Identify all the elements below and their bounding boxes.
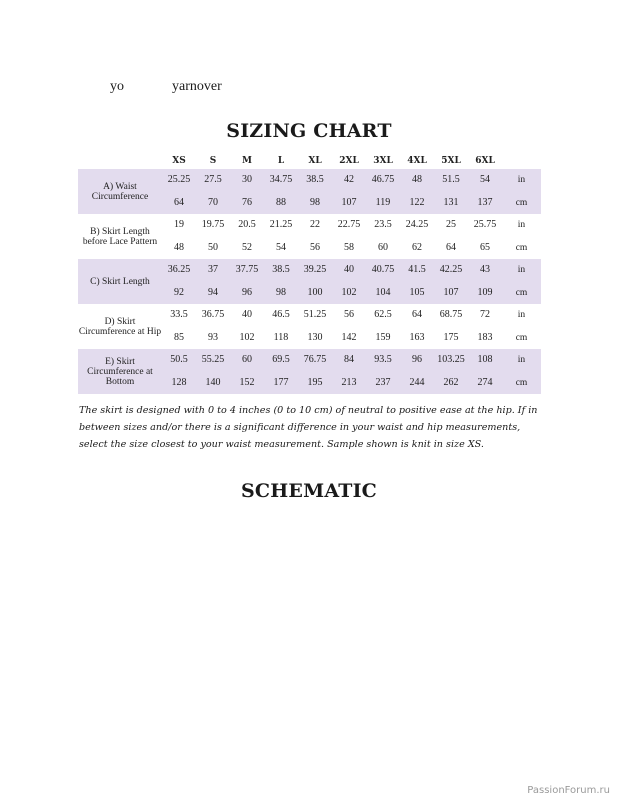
measurement-value: 72 [480,309,490,321]
measurement-value: 40 [332,259,366,282]
unit-label: cm [502,282,541,305]
measurement-value: 163 [409,331,425,343]
measurement-row-in [78,304,541,327]
size-header-row [78,152,541,169]
measurement-value: 30 [230,169,264,192]
measurement-value: 54 [468,169,502,192]
size-header: XL [308,155,322,166]
schematic-title: SCHEMATIC [241,480,377,502]
measurement-value: 38.5 [264,259,298,282]
measurement-value: 262 [434,372,468,395]
size-header: XS [172,155,186,166]
measurement-value: 69.5 [264,349,298,372]
measurement-value: 20.5 [238,219,256,231]
measurement-value: 92 [162,282,196,305]
measurement-value: 52 [242,241,252,253]
measurement-value: 130 [307,331,323,343]
measurement-row-in [78,169,541,192]
measurement-value: 131 [434,192,468,215]
unit-label: cm [502,372,541,395]
measurement-value: 38.5 [298,169,332,192]
measurement-label: E) Skirt Circumference at Bottom [78,349,162,394]
measurement-value: 62 [412,241,422,253]
measurement-value: 102 [332,282,366,305]
measurement-label: C) Skirt Length [78,259,162,304]
measurement-value: 40 [242,309,252,321]
sizing-chart-title: SIZING CHART [226,120,392,142]
measurement-value: 88 [264,192,298,215]
measurement-value: 40.75 [366,259,400,282]
size-header: 2XL [339,155,359,166]
measurement-value: 41.5 [400,259,434,282]
measurement-value: 104 [366,282,400,305]
measurement-value: 21.25 [269,219,293,231]
measurement-value: 274 [468,372,502,395]
unit-label: in [517,310,526,321]
size-header: 6XL [475,155,495,166]
measurement-value: 76.75 [298,349,332,372]
measurement-row-in [78,259,541,282]
abbreviation-definition: yarnover [172,79,222,94]
measurement-value: 36.75 [201,309,225,321]
sizing-note: The skirt is designed with 0 to 4 inches (0 to 10 cm) of neutral to positive ease at the hip. If in between sizes and/or there is a significant difference in your waist and hip measurements, select the size closest to your waist measurement. Sample shown is knit in size XS. [79,405,538,450]
measurement-value: 122 [400,192,434,215]
abbreviation-term: yo [110,79,124,94]
measurement-value: 33.5 [170,309,188,321]
unit-label: cm [502,192,541,215]
measurement-value: 42 [332,169,366,192]
measurement-value: 50.5 [162,349,196,372]
measurement-value: 100 [298,282,332,305]
measurement-value: 64 [446,241,456,253]
unit-label: in [502,169,541,192]
measurement-value: 93 [208,331,218,343]
measurement-value: 64 [162,192,196,215]
measurement-value: 55.25 [196,349,230,372]
measurement-value: 60 [378,241,388,253]
measurement-value: 103.25 [434,349,468,372]
measurement-value: 48 [400,169,434,192]
measurement-value: 183 [477,331,493,343]
measurement-value: 140 [196,372,230,395]
measurement-value: 84 [332,349,366,372]
measurement-value: 19.75 [201,219,225,231]
measurement-value: 107 [434,282,468,305]
measurement-value: 48 [174,241,184,253]
measurement-value: 64 [412,309,422,321]
measurement-value: 195 [298,372,332,395]
measurement-value: 51.5 [434,169,468,192]
measurement-value: 118 [273,331,289,343]
unit-label: in [502,349,541,372]
measurement-value: 25 [446,219,456,231]
measurement-value: 51.25 [303,309,327,321]
measurement-value: 27.5 [196,169,230,192]
measurement-value: 70 [196,192,230,215]
measurement-value: 46.5 [272,309,290,321]
measurement-value: 62.5 [374,309,392,321]
size-header: 5XL [441,155,461,166]
measurement-label: D) Skirt Circumference at Hip [78,316,162,337]
measurement-value: 23.5 [374,219,392,231]
watermark: PassionForum.ru [527,785,610,796]
measurement-value: 58 [344,241,354,253]
measurement-value: 102 [239,331,255,343]
measurement-value: 96 [230,282,264,305]
measurement-value: 25.75 [473,219,497,231]
measurement-value: 237 [366,372,400,395]
measurement-value: 93.5 [366,349,400,372]
measurement-value: 22.75 [337,219,361,231]
measurement-value: 42.25 [434,259,468,282]
unit-label: in [502,259,541,282]
measurement-value: 107 [332,192,366,215]
measurement-value: 108 [468,349,502,372]
measurement-value: 76 [230,192,264,215]
measurement-row-in [78,214,541,237]
measurement-value: 105 [400,282,434,305]
measurement-value: 175 [443,331,459,343]
sizing-chart-table [78,152,541,394]
measurement-value: 213 [332,372,366,395]
unit-label: cm [515,332,528,343]
measurement-value: 56 [344,309,354,321]
measurement-value: 37 [196,259,230,282]
measurement-label: A) Waist Circumference [78,169,162,214]
measurement-value: 34.75 [264,169,298,192]
measurement-value: 24.25 [405,219,429,231]
measurement-value: 39.25 [298,259,332,282]
measurement-value: 244 [400,372,434,395]
measurement-row-in [78,349,541,372]
measurement-value: 128 [162,372,196,395]
measurement-value: 46.75 [366,169,400,192]
measurement-value: 43 [468,259,502,282]
measurement-value: 142 [341,331,357,343]
header-blank [78,152,162,169]
measurement-value: 60 [230,349,264,372]
measurement-value: 50 [208,241,218,253]
measurement-value: 37.75 [230,259,264,282]
measurement-value: 96 [400,349,434,372]
measurement-value: 19 [174,219,184,231]
measurement-value: 177 [264,372,298,395]
measurement-value: 68.75 [439,309,463,321]
measurement-value: 65 [480,241,490,253]
measurement-value: 22 [310,219,320,231]
size-header: 3XL [373,155,393,166]
header-blank [502,152,541,169]
measurement-value: 119 [366,192,400,215]
size-header: 4XL [407,155,427,166]
size-header: S [209,155,217,166]
measurement-value: 94 [196,282,230,305]
measurement-value: 98 [264,282,298,305]
measurement-value: 25.25 [162,169,196,192]
unit-label: cm [515,242,528,253]
measurement-value: 109 [468,282,502,305]
measurement-value: 36.25 [162,259,196,282]
size-header: M [242,155,252,166]
measurement-value: 159 [375,331,391,343]
measurement-label: B) Skirt Length before Lace Pattern [82,226,158,247]
measurement-value: 85 [174,331,184,343]
measurement-value: 137 [468,192,502,215]
unit-label: in [517,220,526,231]
measurement-value: 152 [230,372,264,395]
measurement-value: 56 [310,241,320,253]
size-header: L [277,155,285,166]
measurement-value: 54 [276,241,286,253]
measurement-value: 98 [298,192,332,215]
